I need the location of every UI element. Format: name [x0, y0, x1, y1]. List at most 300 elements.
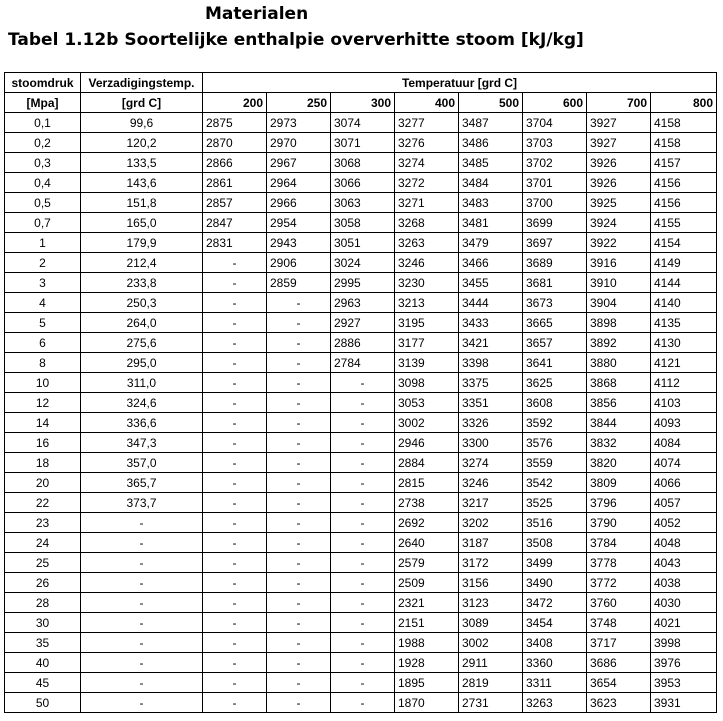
pressure-cell: 5 — [5, 313, 81, 333]
enthalpy-cell: - — [203, 313, 267, 333]
enthalpy-cell: 3832 — [587, 433, 651, 453]
enthalpy-cell: 4093 — [651, 413, 717, 433]
enthalpy-cell: 3454 — [523, 613, 587, 633]
enthalpy-cell: - — [203, 373, 267, 393]
pressure-cell: 2 — [5, 253, 81, 273]
enthalpy-cell: 4038 — [651, 573, 717, 593]
pressure-cell: 8 — [5, 353, 81, 373]
enthalpy-cell: - — [203, 493, 267, 513]
saturation-temp-cell: 165,0 — [81, 213, 203, 233]
table-row — [5, 213, 717, 233]
enthalpy-cell: 4144 — [651, 273, 717, 293]
enthalpy-cell: 3927 — [587, 133, 651, 153]
table-row — [5, 673, 717, 693]
enthalpy-cell: 4140 — [651, 293, 717, 313]
saturation-temp-cell: - — [81, 513, 203, 533]
enthalpy-cell: 3484 — [459, 173, 523, 193]
enthalpy-cell: 3217 — [459, 493, 523, 513]
enthalpy-cell: 3931 — [651, 693, 717, 713]
pressure-cell: 0,5 — [5, 193, 81, 213]
enthalpy-cell: 3063 — [331, 193, 395, 213]
table-row — [5, 393, 717, 413]
table-row — [5, 613, 717, 633]
enthalpy-cell: 3098 — [395, 373, 459, 393]
saturation-temp-cell: 357,0 — [81, 453, 203, 473]
saturation-temp-cell: 151,8 — [81, 193, 203, 213]
temp-header: 800 — [651, 93, 717, 113]
pressure-cell: 0,3 — [5, 153, 81, 173]
enthalpy-cell: - — [203, 593, 267, 613]
pressure-cell: 1 — [5, 233, 81, 253]
enthalpy-cell: - — [267, 613, 331, 633]
enthalpy-cell: 3790 — [587, 513, 651, 533]
enthalpy-cell: 3673 — [523, 293, 587, 313]
enthalpy-cell: - — [267, 693, 331, 713]
pressure-cell: 14 — [5, 413, 81, 433]
temp-header: 300 — [331, 93, 395, 113]
enthalpy-cell: - — [203, 613, 267, 633]
enthalpy-cell: - — [203, 553, 267, 573]
enthalpy-cell: - — [203, 433, 267, 453]
enthalpy-cell: - — [267, 413, 331, 433]
table-title: Tabel 1.12b Soortelijke enthalpie oververhitte stoom [kJ/kg] — [8, 30, 584, 50]
enthalpy-cell: - — [267, 393, 331, 413]
enthalpy-cell: - — [331, 613, 395, 633]
enthalpy-cell: 4057 — [651, 493, 717, 513]
table-row — [5, 593, 717, 613]
enthalpy-cell: 3868 — [587, 373, 651, 393]
saturation-temp-cell: 336,6 — [81, 413, 203, 433]
enthalpy-cell: 3177 — [395, 333, 459, 353]
pressure-cell: 23 — [5, 513, 81, 533]
enthalpy-cell: 4112 — [651, 373, 717, 393]
enthalpy-cell: - — [331, 633, 395, 653]
enthalpy-cell: 3910 — [587, 273, 651, 293]
enthalpy-cell: - — [267, 433, 331, 453]
enthalpy-cell: 3778 — [587, 553, 651, 573]
enthalpy-cell: - — [331, 593, 395, 613]
enthalpy-cell: 2943 — [267, 233, 331, 253]
enthalpy-cell: 2911 — [459, 653, 523, 673]
saturation-temp-cell: 365,7 — [81, 473, 203, 493]
pressure-cell: 20 — [5, 473, 81, 493]
enthalpy-cell: 3360 — [523, 653, 587, 673]
enthalpy-cell: 3703 — [523, 133, 587, 153]
pressure-cell: 0,7 — [5, 213, 81, 233]
pressure-cell: 6 — [5, 333, 81, 353]
pressure-cell: 10 — [5, 373, 81, 393]
temp-header: 700 — [587, 93, 651, 113]
enthalpy-cell: 3268 — [395, 213, 459, 233]
enthalpy-cell: 2831 — [203, 233, 267, 253]
enthalpy-cell: 2815 — [395, 473, 459, 493]
saturation-temp-cell: 373,7 — [81, 493, 203, 513]
enthalpy-cell: - — [203, 453, 267, 473]
saturation-temp-cell: - — [81, 553, 203, 573]
enthalpy-cell: 3657 — [523, 333, 587, 353]
enthalpy-cell: 3623 — [587, 693, 651, 713]
enthalpy-cell: 3408 — [523, 633, 587, 653]
enthalpy-cell: - — [267, 533, 331, 553]
enthalpy-cell: 3892 — [587, 333, 651, 353]
enthalpy-cell: 3717 — [587, 633, 651, 653]
enthalpy-cell: - — [267, 633, 331, 653]
enthalpy-cell: 2973 — [267, 113, 331, 133]
pressure-cell: 28 — [5, 593, 81, 613]
enthalpy-cell: 2857 — [203, 193, 267, 213]
table-row — [5, 513, 717, 533]
pressure-cell: 45 — [5, 673, 81, 693]
enthalpy-cell: 3421 — [459, 333, 523, 353]
enthalpy-cell: - — [267, 673, 331, 693]
enthalpy-cell: 3485 — [459, 153, 523, 173]
enthalpy-cell: - — [331, 473, 395, 493]
enthalpy-cell: - — [331, 373, 395, 393]
enthalpy-cell: 3608 — [523, 393, 587, 413]
header-row — [5, 73, 717, 93]
enthalpy-cell: 4149 — [651, 253, 717, 273]
enthalpy-cell: - — [267, 473, 331, 493]
enthalpy-table — [4, 72, 717, 713]
table-row — [5, 693, 717, 713]
saturation-temp-cell: - — [81, 673, 203, 693]
enthalpy-cell: 3481 — [459, 213, 523, 233]
enthalpy-cell: 3068 — [331, 153, 395, 173]
enthalpy-cell: 4121 — [651, 353, 717, 373]
enthalpy-cell: 3272 — [395, 173, 459, 193]
table-row — [5, 193, 717, 213]
table-row — [5, 533, 717, 553]
enthalpy-cell: 3002 — [459, 633, 523, 653]
enthalpy-cell: 3300 — [459, 433, 523, 453]
enthalpy-cell: - — [267, 373, 331, 393]
enthalpy-cell: 3796 — [587, 493, 651, 513]
enthalpy-cell: 4074 — [651, 453, 717, 473]
enthalpy-cell: - — [331, 553, 395, 573]
enthalpy-cell: 3375 — [459, 373, 523, 393]
pressure-cell: 0,1 — [5, 113, 81, 133]
table-row — [5, 233, 717, 253]
enthalpy-cell: - — [331, 493, 395, 513]
enthalpy-cell: - — [203, 653, 267, 673]
pressure-cell: 35 — [5, 633, 81, 653]
enthalpy-cell: - — [331, 393, 395, 413]
enthalpy-cell: - — [331, 573, 395, 593]
enthalpy-cell: 2970 — [267, 133, 331, 153]
table-row — [5, 553, 717, 573]
enthalpy-cell: 3641 — [523, 353, 587, 373]
saturation-temp-cell: - — [81, 633, 203, 653]
enthalpy-cell: 3274 — [395, 153, 459, 173]
enthalpy-cell: 3089 — [459, 613, 523, 633]
saturation-temp-cell: 295,0 — [81, 353, 203, 373]
enthalpy-cell: 3856 — [587, 393, 651, 413]
table-row — [5, 473, 717, 493]
table-row — [5, 413, 717, 433]
enthalpy-cell: 2692 — [395, 513, 459, 533]
enthalpy-cell: - — [203, 673, 267, 693]
enthalpy-cell: 3398 — [459, 353, 523, 373]
enthalpy-cell: 3053 — [395, 393, 459, 413]
enthalpy-cell: 1988 — [395, 633, 459, 653]
enthalpy-cell: 3490 — [523, 573, 587, 593]
enthalpy-cell: 3466 — [459, 253, 523, 273]
enthalpy-cell: 3263 — [523, 693, 587, 713]
enthalpy-cell: 2906 — [267, 253, 331, 273]
saturation-temp-cell: 264,0 — [81, 313, 203, 333]
enthalpy-cell: 3880 — [587, 353, 651, 373]
enthalpy-cell: 2954 — [267, 213, 331, 233]
enthalpy-cell: 3953 — [651, 673, 717, 693]
enthalpy-cell: 2859 — [267, 273, 331, 293]
enthalpy-cell: - — [267, 553, 331, 573]
enthalpy-cell: 3271 — [395, 193, 459, 213]
pressure-cell: 26 — [5, 573, 81, 593]
pressure-cell: 12 — [5, 393, 81, 413]
enthalpy-cell: 2738 — [395, 493, 459, 513]
pressure-cell: 0,4 — [5, 173, 81, 193]
enthalpy-cell: 4103 — [651, 393, 717, 413]
enthalpy-cell: - — [331, 693, 395, 713]
pressure-cell: 3 — [5, 273, 81, 293]
saturation-temp-cell: 324,6 — [81, 393, 203, 413]
enthalpy-cell: - — [267, 453, 331, 473]
enthalpy-cell: 2995 — [331, 273, 395, 293]
enthalpy-cell: 3772 — [587, 573, 651, 593]
table-row — [5, 273, 717, 293]
enthalpy-cell: 2579 — [395, 553, 459, 573]
enthalpy-cell: 3123 — [459, 593, 523, 613]
pressure-cell: 30 — [5, 613, 81, 633]
enthalpy-cell: 4158 — [651, 113, 717, 133]
saturation-temp-cell: 120,2 — [81, 133, 203, 153]
saturation-temp-cell: 133,5 — [81, 153, 203, 173]
enthalpy-cell: 2151 — [395, 613, 459, 633]
temp-header: 400 — [395, 93, 459, 113]
enthalpy-cell: 3276 — [395, 133, 459, 153]
pressure-cell: 40 — [5, 653, 81, 673]
enthalpy-cell: 3213 — [395, 293, 459, 313]
enthalpy-cell: 3702 — [523, 153, 587, 173]
table-row — [5, 293, 717, 313]
pressure-cell: 24 — [5, 533, 81, 553]
table-row — [5, 333, 717, 353]
enthalpy-cell: 1928 — [395, 653, 459, 673]
enthalpy-cell: - — [203, 413, 267, 433]
enthalpy-cell: 4084 — [651, 433, 717, 453]
enthalpy-cell: 3472 — [523, 593, 587, 613]
table-row — [5, 173, 717, 193]
enthalpy-cell: 4052 — [651, 513, 717, 533]
enthalpy-cell: 3926 — [587, 173, 651, 193]
enthalpy-cell: 2861 — [203, 173, 267, 193]
enthalpy-cell: 3444 — [459, 293, 523, 313]
enthalpy-cell: 3479 — [459, 233, 523, 253]
enthalpy-cell: 2967 — [267, 153, 331, 173]
saturation-temp-cell: 143,6 — [81, 173, 203, 193]
enthalpy-cell: 3700 — [523, 193, 587, 213]
header-temperature-group: Temperatuur [grd C] — [203, 73, 717, 93]
enthalpy-cell: 4048 — [651, 533, 717, 553]
unit-temperature: [grd C] — [81, 93, 203, 113]
enthalpy-cell: 3760 — [587, 593, 651, 613]
enthalpy-cell: 3697 — [523, 233, 587, 253]
enthalpy-cell: - — [267, 593, 331, 613]
enthalpy-cell: 3508 — [523, 533, 587, 553]
enthalpy-cell: 3071 — [331, 133, 395, 153]
enthalpy-cell: - — [203, 573, 267, 593]
enthalpy-cell: 2884 — [395, 453, 459, 473]
enthalpy-cell: 3689 — [523, 253, 587, 273]
enthalpy-cell: 4156 — [651, 173, 717, 193]
enthalpy-cell: 3274 — [459, 453, 523, 473]
enthalpy-cell: - — [203, 253, 267, 273]
enthalpy-cell: 3976 — [651, 653, 717, 673]
saturation-temp-cell: 212,4 — [81, 253, 203, 273]
enthalpy-cell: 3927 — [587, 113, 651, 133]
enthalpy-cell: 3916 — [587, 253, 651, 273]
enthalpy-cell: 3748 — [587, 613, 651, 633]
enthalpy-cell: 3704 — [523, 113, 587, 133]
saturation-temp-cell: 347,3 — [81, 433, 203, 453]
enthalpy-cell: - — [331, 453, 395, 473]
header-stoomdruk: stoomdruk — [5, 73, 81, 93]
enthalpy-cell: - — [203, 393, 267, 413]
table-row — [5, 133, 717, 153]
enthalpy-cell: 1895 — [395, 673, 459, 693]
enthalpy-cell: - — [203, 513, 267, 533]
enthalpy-cell: 4130 — [651, 333, 717, 353]
enthalpy-cell: 3487 — [459, 113, 523, 133]
enthalpy-cell: 3576 — [523, 433, 587, 453]
enthalpy-cell: 3542 — [523, 473, 587, 493]
enthalpy-cell: 2886 — [331, 333, 395, 353]
saturation-temp-cell: 179,9 — [81, 233, 203, 253]
enthalpy-cell: 2784 — [331, 353, 395, 373]
saturation-temp-cell: - — [81, 533, 203, 553]
table-row — [5, 253, 717, 273]
enthalpy-cell: 3058 — [331, 213, 395, 233]
enthalpy-cell: - — [203, 293, 267, 313]
pressure-cell: 50 — [5, 693, 81, 713]
enthalpy-cell: - — [331, 513, 395, 533]
table-row — [5, 353, 717, 373]
enthalpy-cell: 3024 — [331, 253, 395, 273]
enthalpy-cell: 3187 — [459, 533, 523, 553]
pressure-cell: 25 — [5, 553, 81, 573]
enthalpy-cell: 3699 — [523, 213, 587, 233]
enthalpy-cell: - — [331, 413, 395, 433]
saturation-temp-cell: - — [81, 693, 203, 713]
enthalpy-cell: 2866 — [203, 153, 267, 173]
enthalpy-cell: 3311 — [523, 673, 587, 693]
enthalpy-cell: 4157 — [651, 153, 717, 173]
enthalpy-cell: 3486 — [459, 133, 523, 153]
enthalpy-cell: - — [203, 273, 267, 293]
table-row — [5, 653, 717, 673]
table-row — [5, 573, 717, 593]
enthalpy-cell: 3559 — [523, 453, 587, 473]
enthalpy-cell: 2963 — [331, 293, 395, 313]
saturation-temp-cell: 311,0 — [81, 373, 203, 393]
enthalpy-cell: - — [203, 693, 267, 713]
enthalpy-cell: 2847 — [203, 213, 267, 233]
enthalpy-cell: - — [203, 533, 267, 553]
enthalpy-cell: 3326 — [459, 413, 523, 433]
enthalpy-cell: 3924 — [587, 213, 651, 233]
saturation-temp-cell: 233,8 — [81, 273, 203, 293]
enthalpy-cell: 3625 — [523, 373, 587, 393]
enthalpy-cell: 3592 — [523, 413, 587, 433]
saturation-temp-cell: - — [81, 573, 203, 593]
enthalpy-cell: - — [267, 493, 331, 513]
enthalpy-cell: 2640 — [395, 533, 459, 553]
enthalpy-cell: 3230 — [395, 273, 459, 293]
enthalpy-cell: 3202 — [459, 513, 523, 533]
table-row — [5, 153, 717, 173]
enthalpy-cell: - — [267, 513, 331, 533]
enthalpy-cell: - — [267, 653, 331, 673]
enthalpy-cell: 3351 — [459, 393, 523, 413]
enthalpy-cell: 3195 — [395, 313, 459, 333]
enthalpy-cell: 3051 — [331, 233, 395, 253]
enthalpy-cell: - — [203, 633, 267, 653]
enthalpy-cell: 2964 — [267, 173, 331, 193]
table-row — [5, 633, 717, 653]
unit-row — [5, 93, 717, 113]
saturation-temp-cell: - — [81, 593, 203, 613]
table-row — [5, 373, 717, 393]
enthalpy-cell: 3074 — [331, 113, 395, 133]
temp-header: 250 — [267, 93, 331, 113]
enthalpy-cell: 3681 — [523, 273, 587, 293]
unit-pressure: [Mpa] — [5, 93, 81, 113]
enthalpy-cell: 2875 — [203, 113, 267, 133]
table-row — [5, 433, 717, 453]
enthalpy-cell: 3925 — [587, 193, 651, 213]
table-row — [5, 113, 717, 133]
enthalpy-cell: 3809 — [587, 473, 651, 493]
enthalpy-cell: 4155 — [651, 213, 717, 233]
enthalpy-cell: 3246 — [395, 253, 459, 273]
enthalpy-cell: 3820 — [587, 453, 651, 473]
enthalpy-cell: 3998 — [651, 633, 717, 653]
enthalpy-cell: - — [331, 533, 395, 553]
saturation-temp-cell: 275,6 — [81, 333, 203, 353]
enthalpy-cell: 3784 — [587, 533, 651, 553]
saturation-temp-cell: 250,3 — [81, 293, 203, 313]
table-row — [5, 453, 717, 473]
enthalpy-cell: 2731 — [459, 693, 523, 713]
enthalpy-cell: - — [203, 473, 267, 493]
enthalpy-cell: 2819 — [459, 673, 523, 693]
enthalpy-cell: 3898 — [587, 313, 651, 333]
enthalpy-cell: 3433 — [459, 313, 523, 333]
enthalpy-cell: - — [267, 573, 331, 593]
enthalpy-cell: 2966 — [267, 193, 331, 213]
enthalpy-cell: 2321 — [395, 593, 459, 613]
enthalpy-cell: - — [203, 353, 267, 373]
enthalpy-cell: 3654 — [587, 673, 651, 693]
table-row — [5, 493, 717, 513]
enthalpy-cell: - — [267, 293, 331, 313]
enthalpy-cell: - — [203, 333, 267, 353]
temp-header: 600 — [523, 93, 587, 113]
enthalpy-cell: - — [331, 433, 395, 453]
enthalpy-cell: 3002 — [395, 413, 459, 433]
enthalpy-cell: 3499 — [523, 553, 587, 573]
enthalpy-cell: - — [331, 653, 395, 673]
